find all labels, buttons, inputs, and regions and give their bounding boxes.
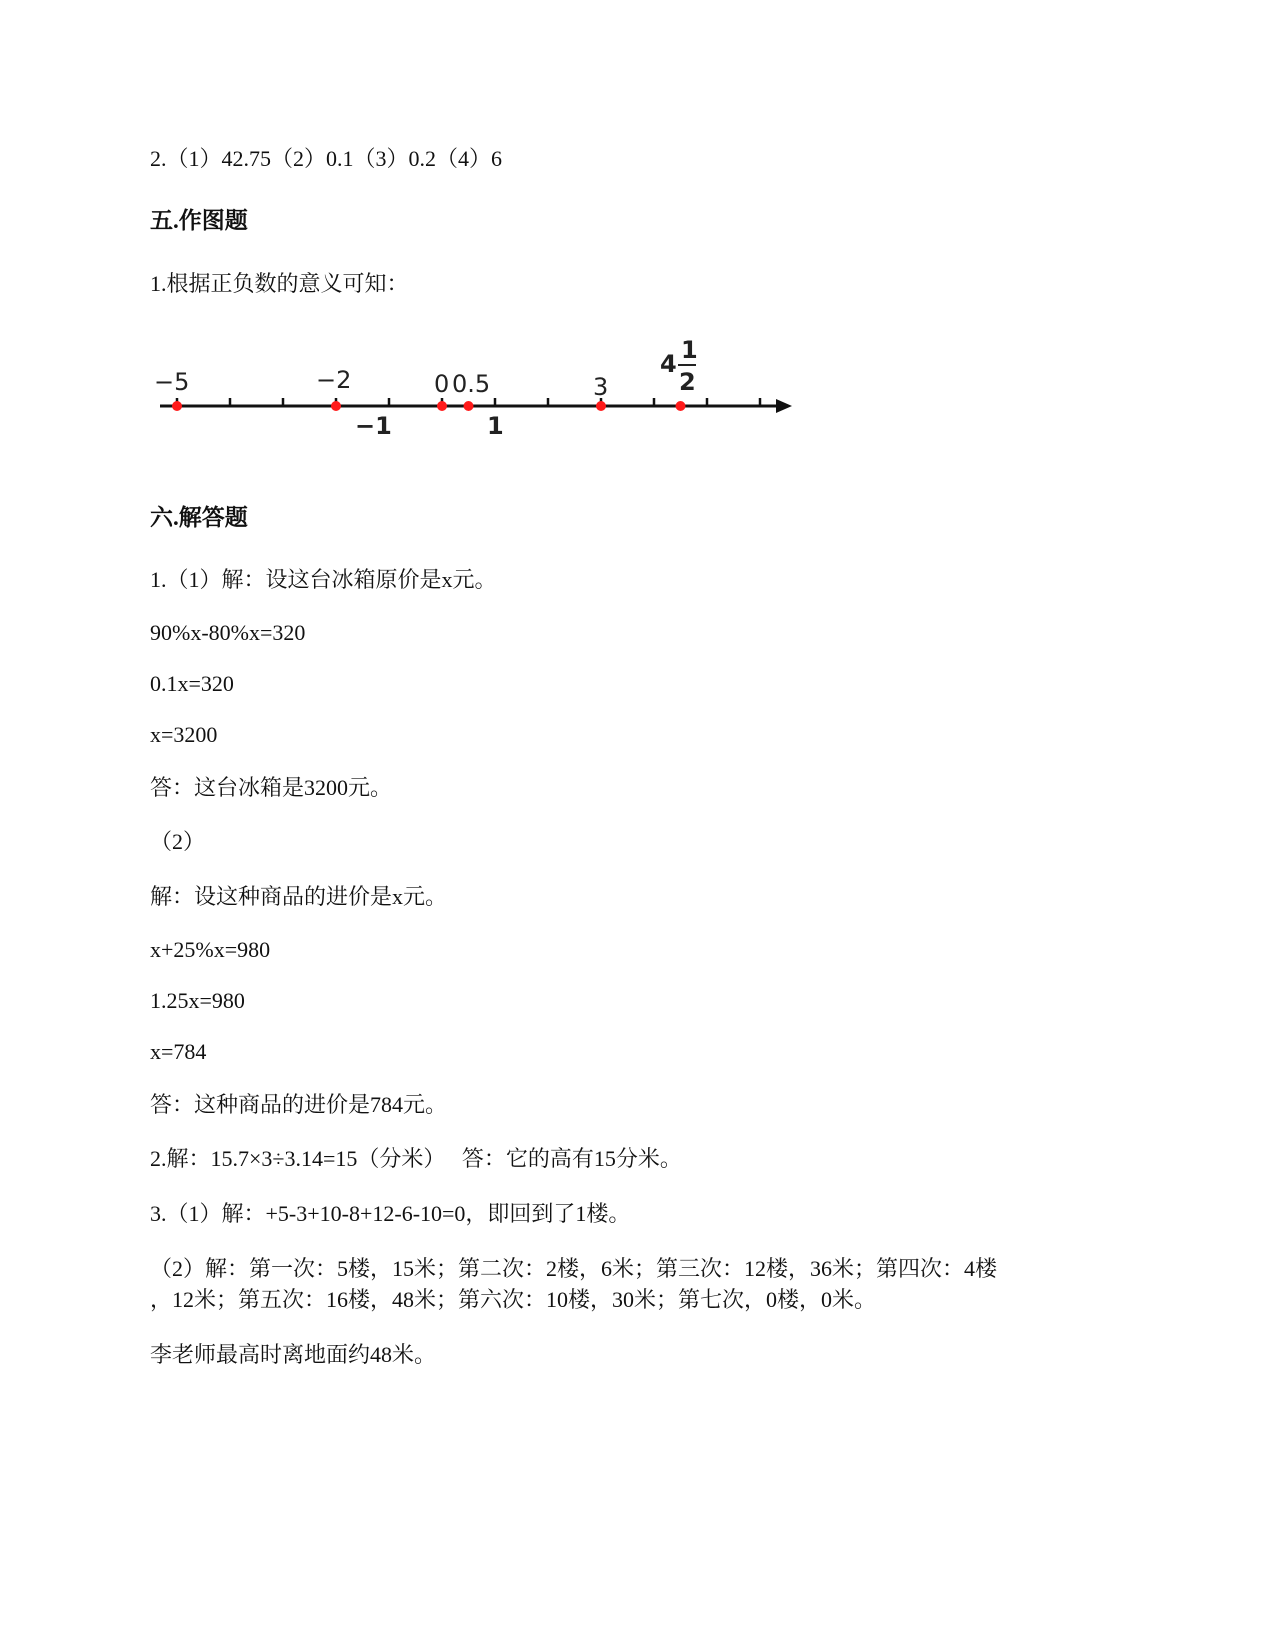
label-mixed-numerator: 1	[681, 340, 698, 364]
section-title-solutions: 六.解答题	[150, 505, 248, 530]
section-title-drawing: 五.作图题	[150, 208, 248, 233]
number-line-svg	[150, 340, 830, 470]
number-line-arrow-icon	[776, 399, 792, 413]
sol-line: 答：这台冰箱是3200元。	[150, 775, 393, 800]
sol-line: x+25%x=980	[150, 937, 271, 962]
sol-line: 0.1x=320	[150, 671, 234, 696]
number-line-point	[331, 401, 341, 411]
number-line-point	[676, 401, 686, 411]
number-line-figure	[150, 340, 830, 470]
label-0: 0	[434, 370, 450, 398]
label-minus-5: −5	[154, 368, 190, 396]
sol-line: 2.解：15.7×3÷3.14=15（分米） 答：它的高有15分米。	[150, 1146, 682, 1171]
label-1: 1	[487, 412, 504, 440]
sol-line: 1.25x=980	[150, 988, 245, 1013]
sol-line: （2）	[150, 829, 206, 854]
label-0-5: 0.5	[452, 370, 491, 398]
label-mixed-denominator: 2	[679, 368, 696, 396]
sol-line: （2）解：第一次：5楼，15米；第二次：2楼，6米；第三次：12楼，36米；第四次：4楼	[150, 1256, 998, 1281]
sol-line: 李老师最高时离地面约48米。	[150, 1342, 437, 1367]
number-line-point	[596, 401, 606, 411]
sol-line: 解：设这种商品的进价是x元。	[150, 884, 448, 909]
sol-line: x=3200	[150, 722, 218, 747]
number-line-point	[172, 401, 182, 411]
number-line-point	[437, 401, 447, 411]
sol-line: 3.（1）解：+5-3+10-8+12-6-10=0，即回到了1楼。	[150, 1201, 631, 1226]
sol-line: 答：这种商品的进价是784元。	[150, 1092, 448, 1117]
sol-line: 90%x-80%x=320	[150, 620, 306, 645]
label-minus-2: −2	[316, 366, 352, 394]
sol-line: 1.（1）解：设这台冰箱原价是x元。	[150, 567, 497, 592]
label-minus-1: −1	[355, 412, 392, 440]
number-line-point	[464, 401, 474, 411]
label-3: 3	[593, 373, 609, 401]
label-mixed-whole: 4	[660, 350, 677, 378]
answer-sec5-q1-intro: 1.根据正负数的意义可知：	[150, 271, 409, 296]
sol-line: x=784	[150, 1039, 207, 1064]
answer-sec4-q2: 2.（1）42.75（2）0.1（3）0.2（4）6	[150, 146, 503, 171]
sol-line: ，12米；第五次：16楼，48米；第六次：10楼，30米；第七次，0楼，0米。	[150, 1287, 877, 1312]
